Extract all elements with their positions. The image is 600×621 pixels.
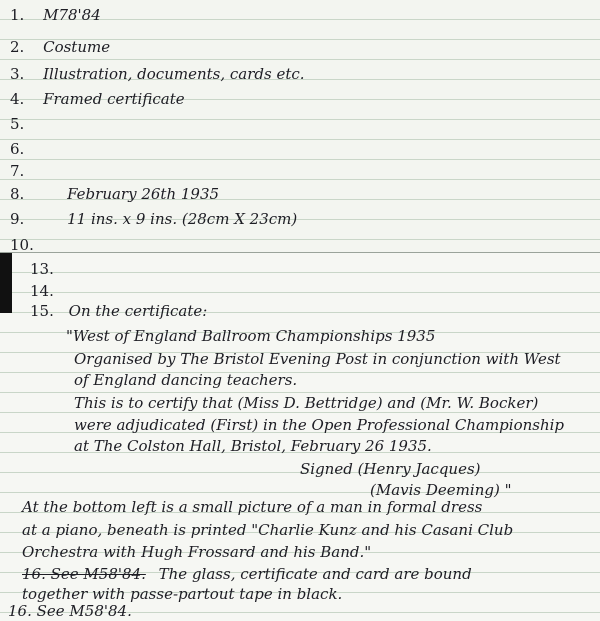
list-item: 1. M78'84 xyxy=(10,6,101,24)
list-item: 10. xyxy=(10,236,34,253)
notes-page-bottom xyxy=(0,253,600,621)
list-item: 15. On the certificate: xyxy=(30,302,208,320)
notes-page-top xyxy=(0,0,600,253)
final-note: 16. See M58'84. xyxy=(8,602,132,620)
description-line: at a piano, beneath is printed "Charlie Kunz and his Casani Club xyxy=(22,521,514,539)
list-item: 3. Illustration, documents, cards etc. xyxy=(10,65,305,83)
list-item: 6. xyxy=(10,140,25,158)
certificate-quote-line: were adjudicated (First) in the Open Professional Championship xyxy=(74,416,565,434)
certificate-quote-line: of England dancing teachers. xyxy=(74,371,298,389)
certificate-quote-line: This is to certify that (Miss D. Bettridge) and (Mr. W. Bocker) xyxy=(74,394,539,412)
certificate-quote-line: at The Colston Hall, Bristol, February 26 1935. xyxy=(74,437,432,455)
list-item: 13. xyxy=(30,260,54,278)
scan-edge xyxy=(0,253,12,313)
list-item: 2. Costume xyxy=(10,38,111,56)
description-line: At the bottom left is a small picture of a man in formal dress xyxy=(22,498,483,516)
binding-line: together with passe-partout tape in black. xyxy=(22,585,343,603)
certificate-quote-line: Organised by The Bristol Evening Post in conjunction with West xyxy=(74,350,561,368)
binding-line: 16. See M58'84. The glass, certificate and card are bound xyxy=(22,565,472,583)
description-line: Orchestra with Hugh Frossard and his Band." xyxy=(22,543,372,561)
list-item: 7. xyxy=(10,162,25,180)
list-item: 4. Framed certificate xyxy=(10,90,185,108)
certificate-signature-line: Signed (Henry Jacques) xyxy=(300,460,481,478)
list-item: 9. 11 ins. x 9 ins. (28cm X 23cm) xyxy=(10,210,298,228)
struck-reference: 16. See M58'84. xyxy=(22,565,146,583)
list-item: 5. xyxy=(10,115,25,133)
list-item: 14. xyxy=(30,282,54,300)
list-item: 8. February 26th 1935 xyxy=(10,185,220,203)
certificate-quote-line: "West of England Ballroom Championships 1935 xyxy=(66,327,436,345)
certificate-signature-line: (Mavis Deeming) " xyxy=(370,481,512,499)
